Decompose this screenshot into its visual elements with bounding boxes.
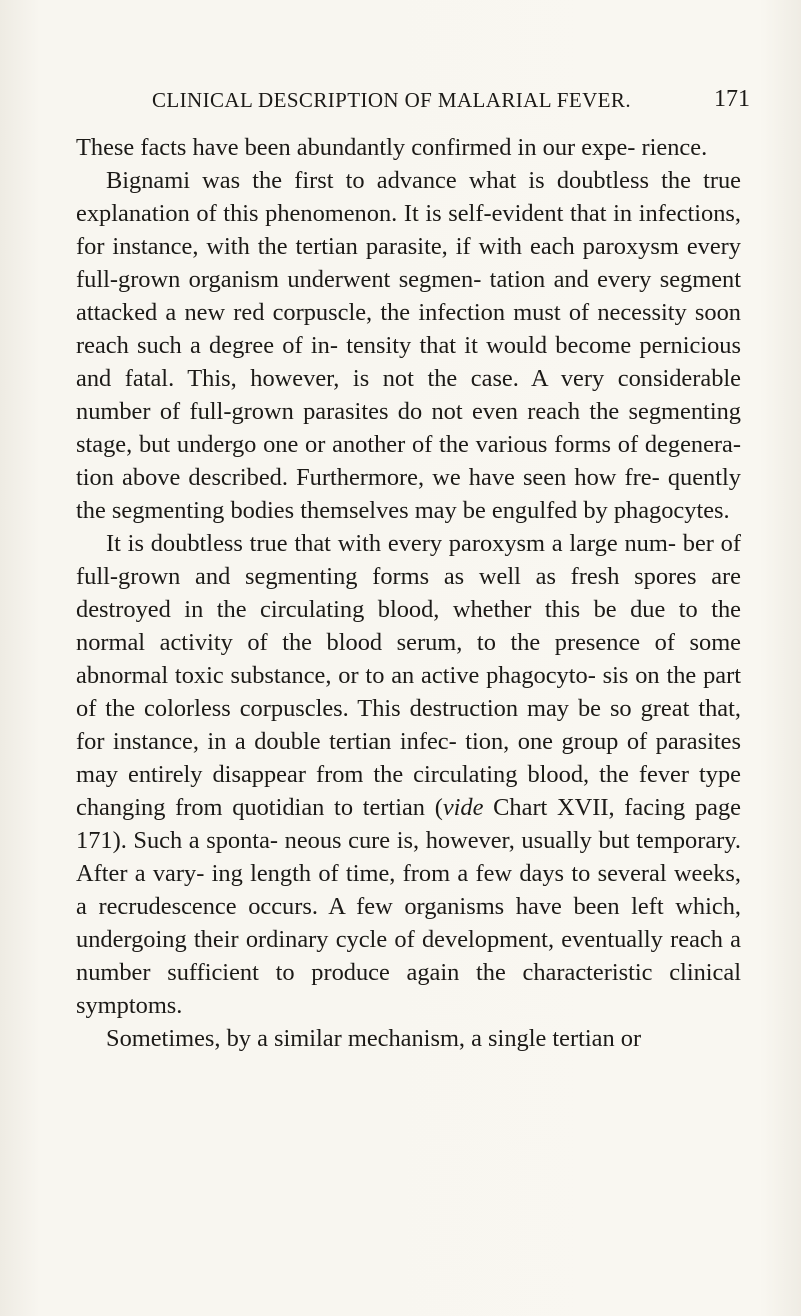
running-head bbox=[60, 88, 750, 120]
paragraph-3-part-2: Chart XVII, facing page 171). Such a sponta- neous cure is, however, usually but temporary. After a vary- ing length of time, from a few days to several weeks, a recrudescence occurs. A few organisms have been left which, undergoing their ordinary cycle of development, eventually reach a number sufficient to produce again the characteristic clinical symptoms. bbox=[76, 794, 741, 1019]
paragraph-4: Sometimes, by a similar mechanism, a single tertian or bbox=[106, 1025, 642, 1052]
paragraph-3-part-1: It is doubtless true that with every paroxysm a large num- ber of full-grown and segmenting forms as well as fresh spores are destroyed in the circulating blood, whether this be due to the normal activity of the blood serum, to the presence of some abnormal toxic substance, or to an active phagocyto- sis on the part of the colorless corpuscles. This destruction may be so great that, for instance, in a double tertian infec- tion, one group of parasites may entirely disappear from the circulating blood, the fever type changing from quotidian to tertian ( bbox=[76, 530, 741, 821]
paragraph-1: These facts have been abundantly confirmed in our expe- rience. bbox=[76, 134, 708, 161]
vide-italic: vide bbox=[442, 794, 484, 821]
body-text bbox=[76, 131, 741, 1055]
paragraph-2: Bignami was the first to advance what is doubtless the true explanation of this phenomenon. It is self-evident that in infections, for instance, with the tertian parasite, if with each paroxysm every full-grown organism underwent segmen- tation and every segment attacked a new red corpuscle, the infection must of necessity soon reach such a degree of in- tensity that it would become pernicious and fatal. This, however, is not the case. A very considerable number of full-grown parasites do not even reach the segmenting stage, but undergo one or another of the various forms of degenera- tion above described. Furthermore, we have seen how fre- quently the segmenting bodies themselves may be engulfed by phagocytes. bbox=[76, 167, 741, 524]
page-number: 171 bbox=[714, 86, 750, 112]
running-title: CLINICAL DESCRIPTION OF MALARIAL FEVER. bbox=[152, 88, 631, 112]
paragraph-3 bbox=[76, 527, 741, 1022]
